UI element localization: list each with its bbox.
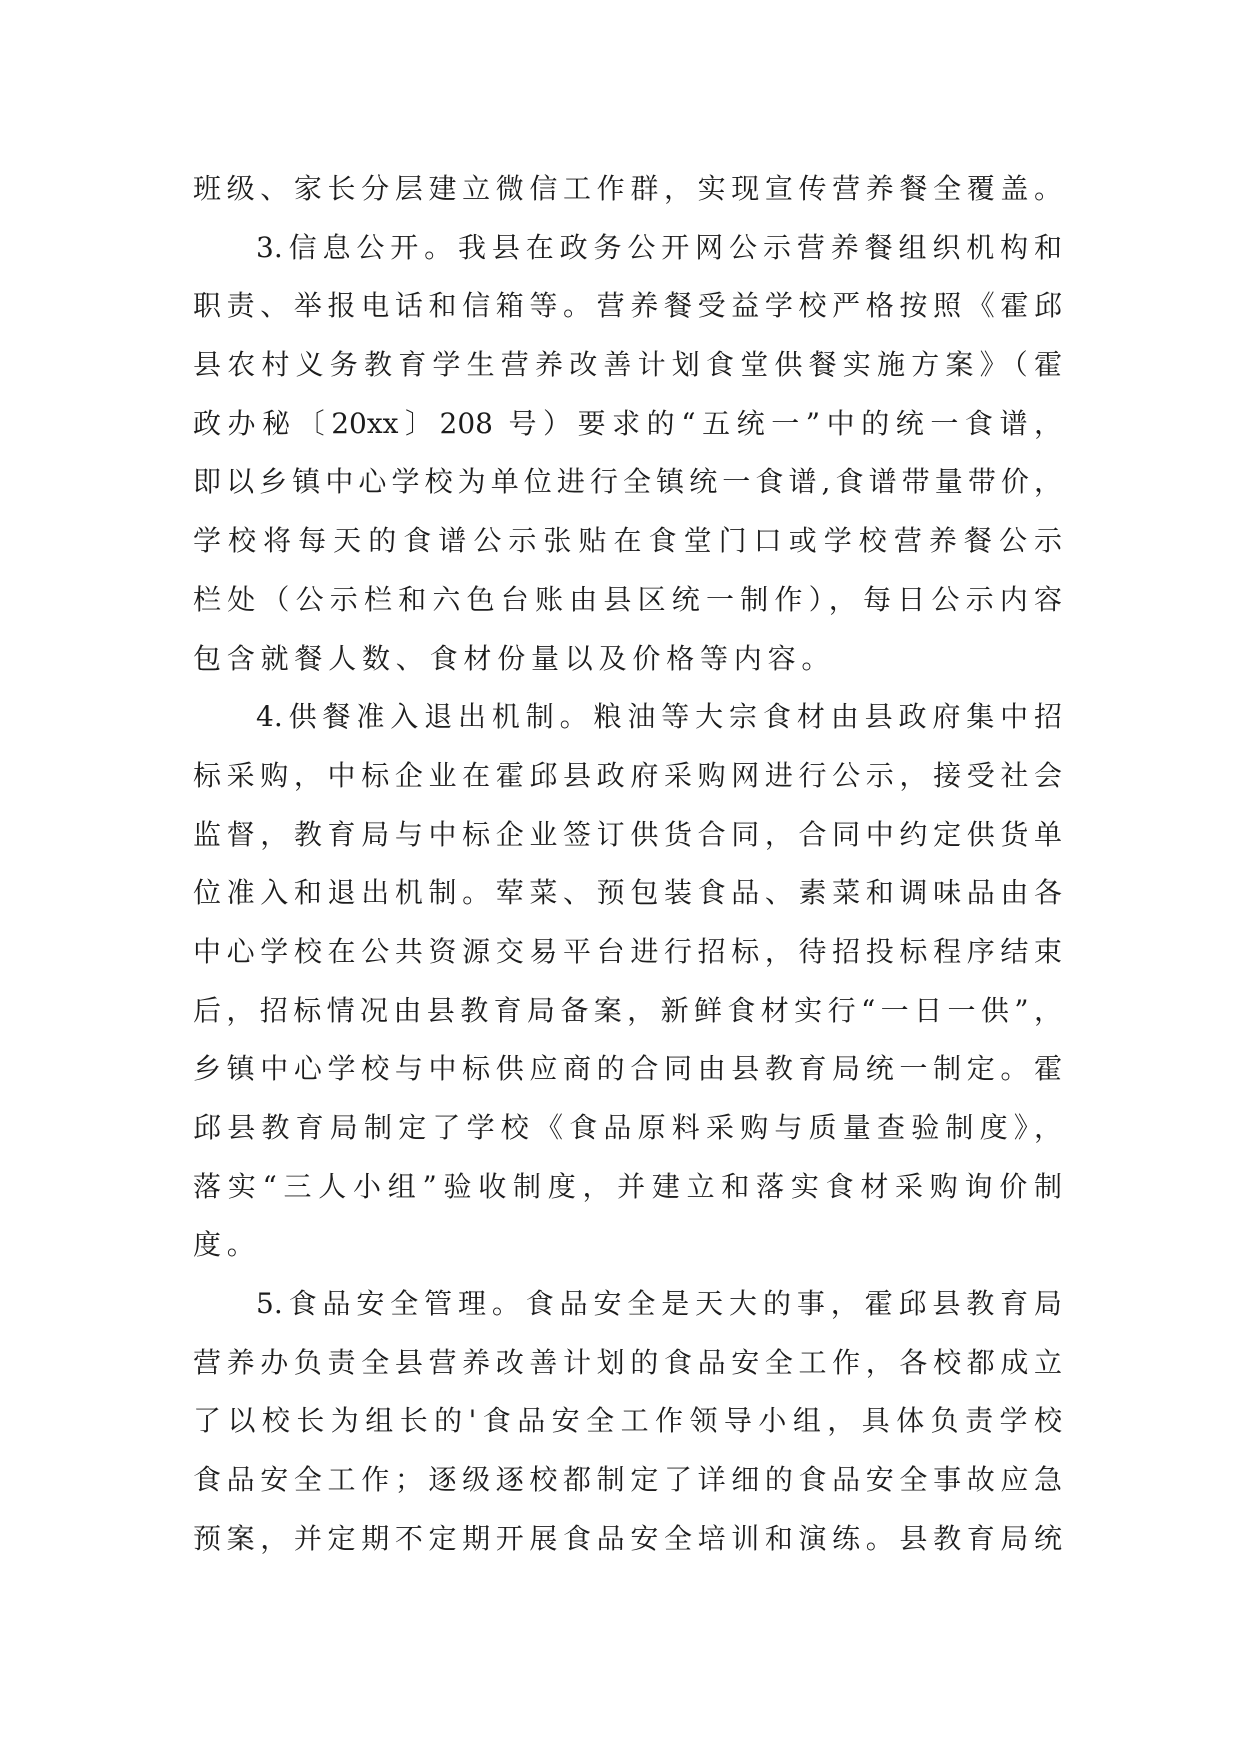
text-line: 3.信息公开。我县在政务公开网公示营养餐组织机构和 [256,230,1062,264]
text-line: 班级、家长分层建立微信工作群，实现宣传营养餐全覆盖。 [193,172,1062,205]
text-line: 5.食品安全管理。食品安全是天大的事，霍邱县教育局 [256,1287,1062,1321]
text-line: 了以校长为组长的'食品安全工作领导小组，具体负责学校 [193,1404,1062,1438]
text-line: 学校将每天的食谱公示张贴在食堂门口或学校营养餐公示 [193,524,1062,558]
text-line: 栏处（公示栏和六色台账由县区统一制作），每日公示内容 [193,582,1062,616]
text-line: 位准入和退出机制。荤菜、预包装食品、素菜和调味品由各 [193,876,1062,910]
text-line: 包含就餐人数、食材份量以及价格等内容。 [193,641,836,675]
paragraph-continued [193,160,1062,219]
text-line: 预案，并定期不定期开展食品安全培训和演练。县教育局统 [193,1521,1062,1555]
text-line: 邱县教育局制定了学校《食品原料采购与质量查验制度》， [193,1111,1062,1144]
text-line: 县农村义务教育学生营养改善计划食堂供餐实施方案》（霍 [193,348,1062,382]
text-line: 营养办负责全县营养改善计划的食品安全工作，各校都成立 [193,1345,1062,1379]
text-line: 标采购，中标企业在霍邱县政府采购网进行公示，接受社会 [193,758,1062,792]
text-line: 后，招标情况由县教育局备案，新鲜食材实行“一日一供”， [193,993,1062,1027]
paragraph-food-safety [193,1275,1062,1568]
body-text [193,160,1062,1569]
text-line: 落实“三人小组”验收制度，并建立和落实食材采购询价制 [193,1169,1062,1203]
paragraph-info-disclosure [193,219,1062,689]
text-line: 监督，教育局与中标企业签订供货合同，合同中约定供货单 [193,817,1062,851]
text-line: 食品安全工作；逐级逐校都制定了详细的食品安全事故应急 [193,1463,1062,1497]
text-line: 4.供餐准入退出机制。粮油等大宗食材由县政府集中招 [256,700,1062,734]
text-line: 度。 [193,1228,261,1262]
text-line: 职责、举报电话和信箱等。营养餐受益学校严格按照《霍邱 [193,289,1062,323]
text-line: 乡镇中心学校与中标供应商的合同由县教育局统一制定。霍 [193,1052,1062,1086]
text-line: 中心学校在公共资源交易平台进行招标，待招投标程序结束 [193,934,1062,968]
text-line: 即以乡镇中心学校为单位进行全镇统一食谱,食谱带量带价， [193,465,1062,499]
paragraph-supply-mechanism [193,688,1062,1275]
text-line: 政办秘〔20xx〕208 号）要求的“五统一”中的统一食谱， [193,406,1062,440]
